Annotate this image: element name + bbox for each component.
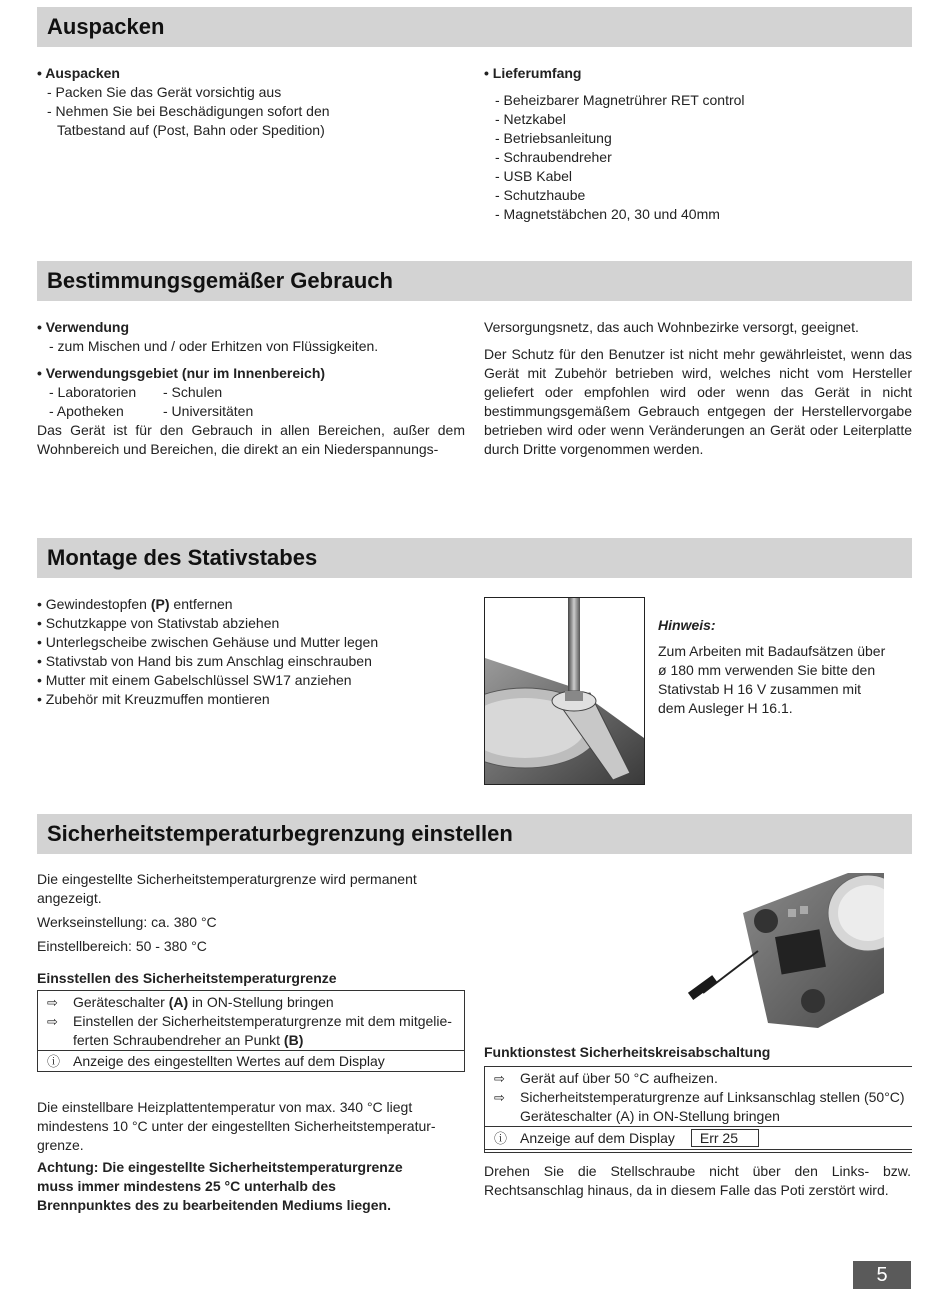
intro-line: angezeigt. xyxy=(37,890,102,906)
box2-step: ⇨ Gerät auf über 50 °C aufheizen. xyxy=(494,1070,718,1086)
auspacken-heading: • Auspacken xyxy=(37,65,120,81)
lieferumfang-item: - Magnetstäbchen 20, 30 und 40mm xyxy=(495,206,720,222)
schraubendreher-photo xyxy=(688,873,884,1028)
auspacken-item: - Nehmen Sie bei Beschädigungen sofort den xyxy=(47,103,330,119)
auspacken-item: Tatbestand auf (Post, Bahn oder Spedition) xyxy=(57,122,325,138)
hinweis-title: Hinweis: xyxy=(658,617,716,633)
lieferumfang-item: - Schraubendreher xyxy=(495,149,612,165)
hinweis-line: Zum Arbeiten mit Badaufsätzen über xyxy=(658,643,886,659)
sicherheit-intro xyxy=(37,870,467,956)
lieferumfang-item: - Netzkabel xyxy=(495,111,566,127)
hinweis-line: Stativstab H 16 V zusammen mit xyxy=(658,681,862,697)
hinweis-line: dem Ausleger H 16.1. xyxy=(658,700,793,716)
hinweis-line: ø 180 mm verwenden Sie bitte den xyxy=(658,662,876,678)
lieferumfang-item: - Betriebsanleitung xyxy=(495,130,612,146)
section-title-sicherheit: Sicherheitstemperaturbegrenzung einstellen xyxy=(37,814,912,854)
montage-steps xyxy=(37,595,467,709)
montage-step: • Mutter mit einem Gabelschlüssel SW17 anziehen xyxy=(37,672,352,688)
box2-title: Funktionstest Sicherheitskreisabschaltung xyxy=(484,1044,771,1060)
box1-step: ⇨ Geräteschalter (A) in ON-Stellung bringen xyxy=(47,994,334,1010)
montage-step: • Schutzkappe von Stativstab abziehen xyxy=(37,615,280,631)
arrow-icon: ⇨ xyxy=(47,1014,58,1029)
box2-step: ⇨ Sicherheitstemperaturgrenze auf Linksanschlag stellen (50°C) Geräteschalter (A) in ON-Stellung bringen xyxy=(494,1089,905,1124)
montage-step: • Stativstab von Hand bis zum Anschlag einschrauben xyxy=(37,653,372,669)
verwendung-item: - zum Mischen und / oder Erhitzen von Flüssigkeiten. xyxy=(49,338,379,354)
section-title-auspacken: Auspacken xyxy=(37,7,912,47)
box2 xyxy=(484,1066,912,1153)
arrow-icon: ⇨ xyxy=(494,1071,505,1086)
lieferumfang-item: - Schutzhaube xyxy=(495,187,586,203)
box1 xyxy=(37,990,465,1072)
gebrauch-right xyxy=(484,318,912,459)
section-title-montage: Montage des Stativstabes xyxy=(37,538,912,578)
auspacken-left xyxy=(37,64,457,140)
gebiet-item: - Laboratorien xyxy=(49,384,137,400)
werkseinstellung: Werkseinstellung: ca. 380 °C xyxy=(37,914,217,930)
gebiet-item: - Schulen xyxy=(163,384,223,400)
drehen-paragraph: Drehen Sie die Stellschraube nicht über den Links- bzw. Rechtsanschlag hinaus, da in diesem Falle das Poti zerstört wird. xyxy=(484,1163,911,1198)
info-icon: ⓘ xyxy=(47,1054,61,1069)
display-readout: Err 25 xyxy=(691,1129,759,1147)
montage-step: • Gewindestopfen (P) entfernen xyxy=(37,596,233,612)
gebiet-item: - Apotheken xyxy=(49,403,124,419)
gebiet-item: - Universitäten xyxy=(163,403,254,419)
montage-step: • Zubehör mit Kreuzmuffen montieren xyxy=(37,691,270,707)
gebiet-heading: • Verwendungsgebiet (nur im Innenbereich) xyxy=(37,365,326,381)
montage-step: • Unterlegscheibe zwischen Gehäuse und Mutter legen xyxy=(37,634,379,650)
arrow-icon: ⇨ xyxy=(494,1090,505,1105)
box1-title: Einsstellen des Sicherheitstemperaturgrenze xyxy=(37,970,337,986)
gebrauch-left xyxy=(37,318,465,459)
box1-info: ⓘ Anzeige des eingestellten Wertes auf dem Display xyxy=(38,1050,464,1071)
heiz-paragraph: Die einstellbare Heizplattentemperatur von max. 340 °C liegt mindestens 10 °C unter der eingestellten Sicherheitstemperatur- grenze. xyxy=(37,1099,436,1153)
lieferumfang xyxy=(484,64,904,224)
info-icon: ⓘ xyxy=(494,1131,508,1146)
gebrauch-paragraph: Das Gerät ist für den Gebrauch in allen Bereichen, außer dem Wohnbereich und Bereichen, die direkt an ein Niederspannungs- xyxy=(37,422,465,457)
arrow-icon: ⇨ xyxy=(47,995,58,1010)
verwendung-heading: • Verwendung xyxy=(37,319,130,335)
section-title-gebrauch: Bestimmungsgemäßer Gebrauch xyxy=(37,261,912,301)
hinweis-note xyxy=(658,616,908,718)
box2-info: ⓘ Anzeige auf dem Display Err 25 xyxy=(485,1126,912,1150)
box1-step: ⇨ Einstellen der Sicherheitstemperaturgrenze mit dem mitgelie- ferten Schraubendreher an Punkt (B) xyxy=(47,1013,452,1048)
stativstab-photo xyxy=(484,597,645,785)
einstellbereich: Einstellbereich: 50 - 380 °C xyxy=(37,938,207,954)
page-number: 5 xyxy=(853,1261,911,1289)
auspacken-item: - Packen Sie das Gerät vorsichtig aus xyxy=(47,84,282,100)
lieferumfang-item: - USB Kabel xyxy=(495,168,573,184)
intro-line: Die eingestellte Sicherheitstemperaturgrenze wird permanent xyxy=(37,871,417,887)
achtung-warning: Achtung: Die eingestellte Sicherheitstemperaturgrenze muss immer mindestens 25 °C unterhalb des Brennpunktes des zu bearbeitenden Mediums liegen. xyxy=(37,1159,403,1213)
gebrauch-paragraph: Der Schutz für den Benutzer ist nicht mehr gewährleistet, wenn das Gerät mit Zubehör betrieben wird, welches nicht vom Hersteller geliefert oder empfohlen wird oder wenn das Gerät in nicht bestimmungsgemäßem Gebrauch entgegen der Herstellervorgabe betrieben wird oder wenn Veränderungen an Gerät oder Leiterplatte durch Dritte vorgenommen werden. xyxy=(484,346,912,457)
gebrauch-paragraph: Versorgungsnetz, das auch Wohnbezirke versorgt, geeignet. xyxy=(484,319,859,335)
lieferumfang-item: - Beheizbarer Magnetrührer RET control xyxy=(495,92,745,108)
lieferumfang-heading: • Lieferumfang xyxy=(484,65,582,81)
